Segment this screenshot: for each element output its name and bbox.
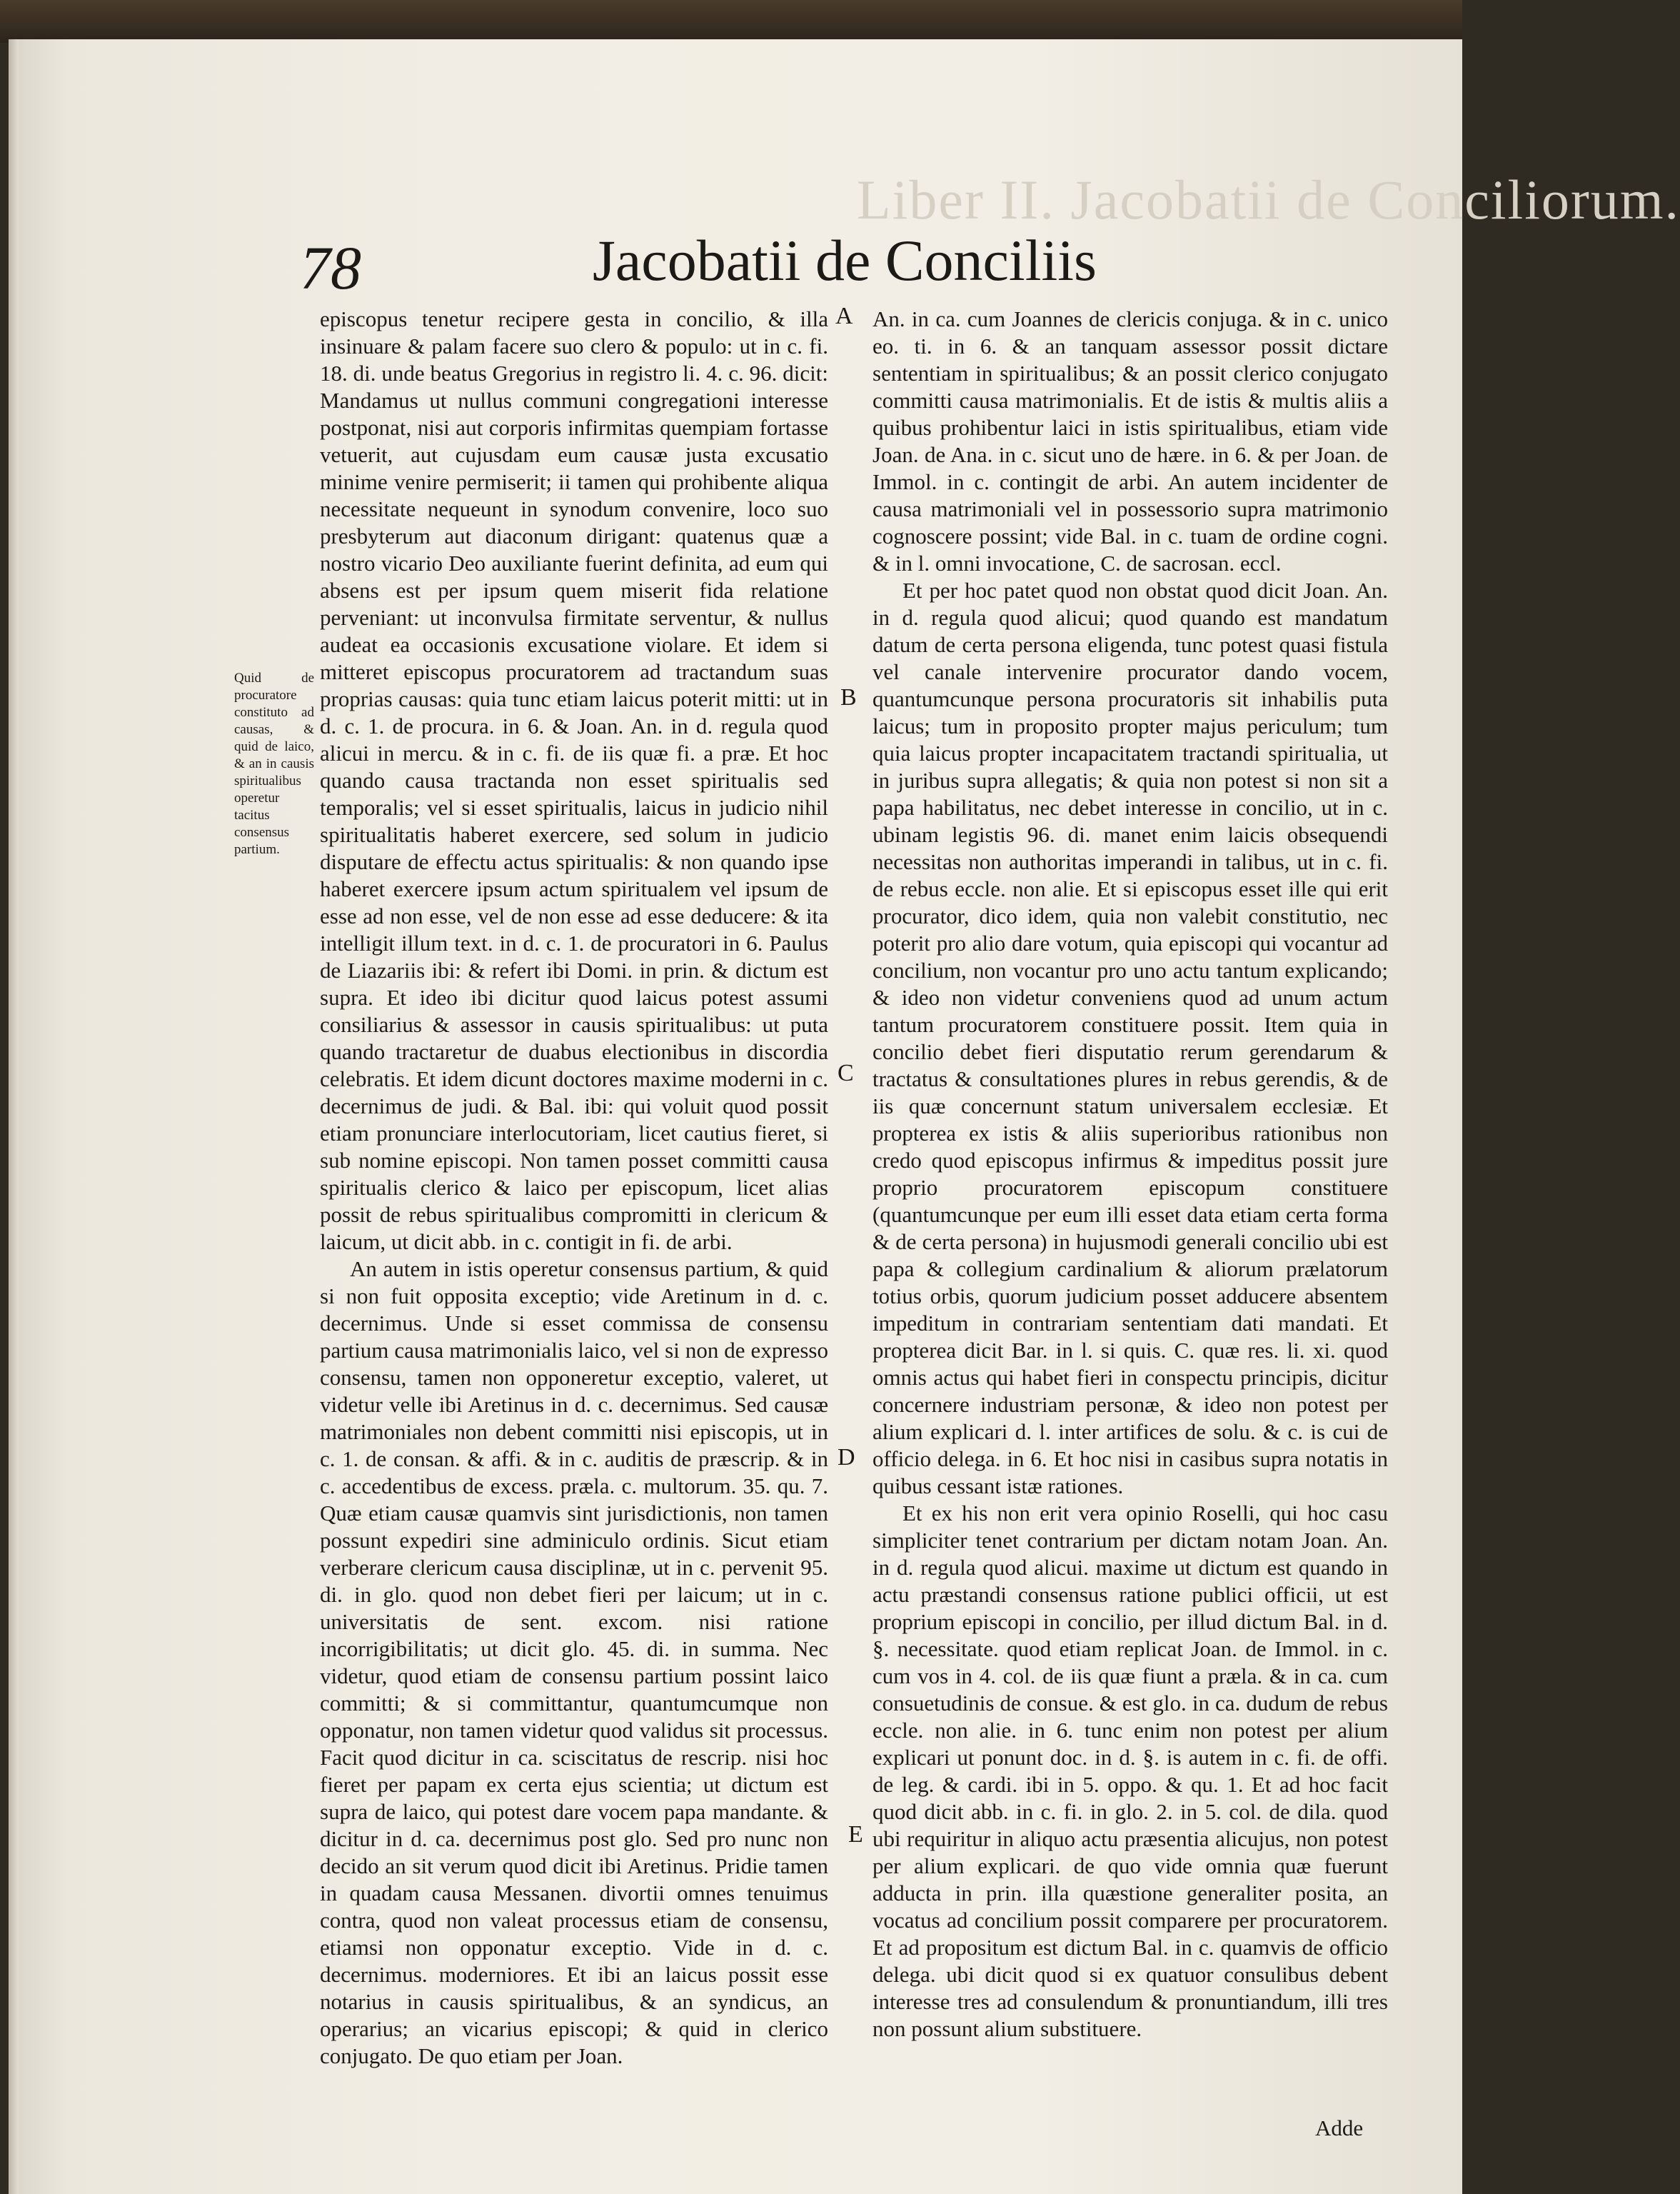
running-title: Jacobatii de Conciliis: [593, 228, 1097, 293]
book-cover-strip: [0, 0, 1462, 43]
catchword: Adde: [1315, 2115, 1364, 2140]
show-through-text: Liber II. Jacobatii de Conciliorum.: [857, 169, 1680, 231]
right-paragraph-2: Et per hoc patet quod non obstat quod dicit Joan. An. in d. regula quod alicui; quod quando est mandatum datum de certa persona eligenda, tunc potest quasi fistula vel canale intervenire procurator dando vocem, quantumcunque persona procuratoris sit inhabilis puta laicus; tum in proposito propter majus periculum; tum quia laicus propter incapacitatem tractandi spiritualia, ut in juribus supra allegatis; & quia non potest si non sit a papa habilitatus, nec debet interesse in concilio, ut in c. ubinam legistis 96. di. manet enim laicis obsequendi necessitas non authoritas imperandi in talibus, ut in c. fi. de rebus eccle. non alie. Et si episcopus esset ille qui erit procurator, dico idem, quia non valebit constitutio, nec poterit pro alio dare votum, quia episcopi qui vocantur ad concilium, non vocantur pro uno actu tantum explicando; & ideo non videtur conveniens quod ad unum actum tantum procuratorem constituere possit. Item quia in concilio debet fieri disputatio rerum gerendarum & tractatus & consultationes plures in rebus gerendis, & de iis quæ concernunt statum universalem ecclesiæ. Et propterea ex istis & aliis superioribus rationibus non credo quod episcopus infirmus & impeditus possit jure proprio procuratorem episcopum constituere (quantumcunque per eum illi esset data etiam certa forma & de certa persona) in hujusmodi generali concilio ubi est papa & collegium cardinalium & aliorum prælatorum totius orbis, quorum judicium posset adducere absentem impeditum in contrariam sententiam dati mandati. Et propterea dicit Bar. in l. si quis. C. quæ res. li. xi. quod omnis actus qui habet fieri in conspectu principis, dicitur concernere industriam personæ, & ideo non potest per alium explicari d. l. inter artifices de solu. & c. is cui de officio delega. in 6. Et hoc nisi in casibus supra notatis in quibus cessant istæ rationes.: [872, 578, 1388, 1498]
page-number: 78: [300, 234, 361, 302]
section-letter-b: B: [840, 684, 857, 711]
left-column: [320, 306, 828, 2070]
right-paragraph-1: An. in ca. cum Joannes de clericis conjuga. & in c. unico eo. ti. in 6. & an tanquam assessor possit dictare sententiam in spiritualibus; & an possit clerico conjugato committi causa matrimonialis. Et de istis & multis aliis a quibus prohibentur laici in istis spiritualibus, etiam vide Joan. de Ana. in c. sicut uno de hære. in 6. & per Joan. de Immol. in c. contingit de arbi. An autem incidenter de causa matrimoniali vel in possessorio supra matrimonio cognoscere possint; vide Bal. in c. tuam de ordine cogni. & in l. omni invocatione, C. de sacrosan. eccl.: [872, 306, 1388, 576]
margin-note: Quid de procuratore constituto ad causas, & quid de laico, & an in causis spiritualibus operetur tacitus consensus partium.: [234, 671, 314, 857]
section-letter-d: D: [838, 1444, 855, 1471]
right-paragraph-3: Et ex his non erit vera opinio Roselli, qui hoc casu simpliciter tenet contrarium per dictam notam Joan. An. in d. regula quod alicui. maxime ut dictum est quando in actu præstandi consensus ratione publici officii, ut est proprium episcopi in concilio, per illud dictum Bal. in d. §. necessitate. quod etiam replicat Joan. de Immol. in c. cum vos in 4. col. de iis quæ fiunt a præla. & in ca. cum consuetudinis de consue. & est glo. in ca. dudum de rebus eccle. non alie. in 6. tunc enim non potest per alium explicari ut ponunt doc. in d. §. is autem in c. fi. de offi. de leg. & cardi. ibi in 5. oppo. & qu. 1. Et ad hoc facit quod dicit abb. in c. fi. in glo. 2. in 5. col. de dila. quod ubi requiritur in aliquo actu præsentia alicujus, non potest per alium explicari. de quo vide omnia quæ fuerunt adducta in prin. illa quæstione generaliter posita, an vocatus ad concilium possit comparere per procuratorem. Et ad propositum est dictum Bal. in c. quamvis de officio delega. ubi dicit quod si ex quatuor consulibus debent interesse tres ad consulendum & pronuntiandum, illi tres non possunt alium substituere.: [872, 1501, 1388, 2041]
left-paragraph-1: episcopus tenetur recipere gesta in concilio, & illa insinuare & palam facere suo clero & populo: ut in c. fi. 18. di. unde beatus Gregorius in registro li. 4. c. 96. dicit: Mandamus ut nullus communi congregationi interesse postponat, nisi aut corporis infirmitas quempiam fortasse vetuerit, aut cujusdam eum causæ justa excusatio minime venire permiserit; ii tamen qui prohibente aliqua necessitate nequeunt in synodum convenire, loco suo presbyterum aut diaconum dirigant: quatenus quæ a nostro vicario Deo auxiliante fuerint definita, ad eum qui absens est per ipsum quem miserit fida relatione perveniant: ut inconvulsa firmitate serventur, & nullus audeat ea occasionis excusatione violare. Et idem si mitteret episcopus procuratorem ad tractandum suas proprias causas: quia tunc etiam laicus poterit mitti: ut in d. c. 1. de procura. in 6. & Joan. An. in d. regula quod alicui in mercu. & in c. fi. de iis quæ fi. a præ. Et hoc quando causa tractanda non esset spiritualis sed temporalis; vel si esset spiritualis, laicus in judicio nihil spiritualitatis haberet exercere, sed solum in judicio disputare de effectu actus spiritualis: & non quando ipse haberet exercere ipsum actum spiritualem vel ipsum de esse ad non esse, vel de non esse ad esse deducere: & ita intelligit illum text. in d. c. 1. de procuratori in 6. Paulus de Liazariis ibi: & refert ibi Domi. in prin. & dictum est supra. Et ideo ibi dicitur quod laicus potest assumi consiliarius & assessor in causis spiritualibus: ut puta quando tractaretur de duabus electionibus in discordia celebratis. Et idem dicunt doctores maxime moderni in c. decernimus de judi. & Bal. ibi: qui voluit quod possit etiam pronunciare interlocutoriam, licet cautius fieret, si sub nomine episcopi. Non tamen posset committi causa spiritualis clerico & laico per episcopum, licet alias possit de rebus spiritualibus compromitti in clericum & laicum, ut dicit abb. in c. contigit in fi. de arbi.: [320, 306, 828, 1254]
left-paragraph-2: An autem in istis operetur consensus partium, & quid si non fuit opposita exceptio; vide Aretinum in d. c. decernimus. Unde si esset commissa de consensu partium causa matrimonialis laico, vel si non de expresso consensu, tamen non opponeretur exceptio, valeret, ut videtur velle ibi Aretinus in d. c. decernimus. Sed causæ matrimoniales non debent committi nisi episcopis, ut in c. 1. de consan. & affi. & in c. auditis de præscrip. & in c. accedentibus de excess. præla. c. multorum. 35. qu. 7. Quæ etiam causæ quamvis sint jurisdictionis, non tamen possunt expediri sine adminiculo ordinis. Sicut etiam verberare clericum causa disciplinæ, ut in c. pervenit 95. di. in glo. quod non debet fieri per laicum; ut in c. universitatis de sent. excom. nisi ratione incorrigibilitatis; ut dicit glo. 45. di. in summa. Nec videtur, quod etiam de consensu partium possint laico committi; & si committantur, quantumcumque non opponatur, non tamen videtur quod validus sit processus. Facit quod dicitur in ca. sciscitatus de rescrip. nisi hoc fieret per papam ex certa ejus scientia; ut dictum est supra de laico, qui potest dare vocem papa mandante. & dicitur in d. ca. decernimus post glo. Sed pro nunc non decido an sit verum quod dicit ibi Aretinus. Pridie tamen in quadam causa Messanen. divortii omnes tenuimus contra, quod non valeat processus etiam de consensu, etiamsi non opponatur exceptio. Vide in d. c. decernimus. moderniores. Et ibi an laicus possit esse notarius in causis spiritualibus, & an syndicus, an operarius; an vicarius episcopi; & quid in clerico conjugato. De quo etiam per Joan.: [320, 1256, 828, 2068]
section-letter-e: E: [848, 1821, 863, 1848]
right-column: [872, 306, 1388, 2043]
page-gutter: [9, 39, 19, 2194]
section-letter-c: C: [838, 1060, 854, 1086]
section-letter-a: A: [835, 303, 853, 329]
